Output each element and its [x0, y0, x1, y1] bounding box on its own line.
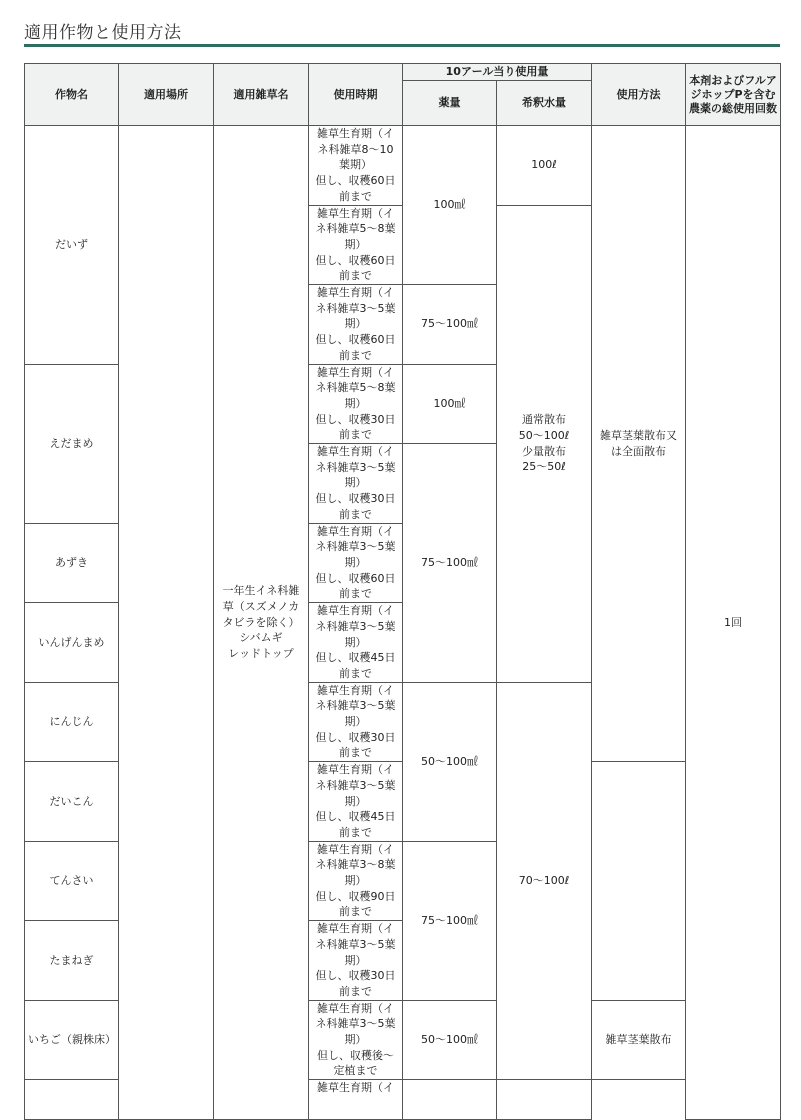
crop-cell: だいず [25, 126, 119, 365]
timing-line: ネ科雑草3～5葉 [315, 540, 396, 554]
timing-line: 前まで [339, 825, 372, 839]
timing-cell [309, 1080, 403, 1120]
timing-line: ネ科雑草5～8葉 [315, 222, 396, 236]
header-method: 使用方法 [592, 64, 686, 126]
water-line: 25～50ℓ [522, 460, 566, 474]
crop-cell [25, 1080, 119, 1120]
timing-line: 但し、収穫60日 [315, 571, 396, 585]
water-line: 少量散布 [522, 444, 566, 458]
timing-line: 雑草生育期（イ [317, 1081, 394, 1095]
amount-cell: 75～100㎖ [403, 841, 497, 1000]
header-total-uses: 本剤およびフルアジホップPを含む農薬の総使用回数 [686, 64, 781, 126]
timing-line: ネ科雑草5～8葉 [315, 381, 396, 395]
amount-cell: 75～100㎖ [403, 285, 497, 365]
timing-line: 雑草生育期（イ [317, 524, 394, 538]
timing-line: 期） [344, 476, 367, 490]
timing-line: 雑草生育期（イ [317, 842, 394, 856]
weeds-line: 一年生イネ科雑 [222, 584, 300, 598]
amount-cell: 100㎖ [403, 126, 497, 285]
timing-line: 期） [344, 396, 367, 410]
timing-cell [309, 126, 403, 206]
timing-line: 前まで [339, 905, 372, 919]
timing-cell [309, 205, 403, 285]
timing-line: ネ科雑草3～5葉 [315, 460, 396, 474]
timing-line: 前まで [339, 189, 372, 203]
timing-line: ネ科雑草3～5葉 [315, 699, 396, 713]
usage-table [24, 63, 781, 1120]
timing-cell [309, 603, 403, 683]
crop-cell: たまねぎ [25, 921, 119, 1001]
weeds-cell [214, 126, 309, 1120]
timing-cell [309, 841, 403, 921]
header-place: 適用場所 [119, 64, 214, 126]
amount-cell: 75～100㎖ [403, 444, 497, 683]
header-chemical-amount: 薬量 [403, 81, 497, 126]
timing-line: 前まで [339, 587, 372, 601]
amount-cell: 100㎖ [403, 364, 497, 444]
timing-line: 雑草生育期（イ [317, 1001, 394, 1015]
timing-line: 期） [344, 1033, 367, 1047]
place-cell [119, 126, 214, 1120]
water-cell: 70～100ℓ [497, 682, 592, 1080]
amount-cell: 50～100㎖ [403, 682, 497, 841]
timing-line: 但し、収穫60日 [315, 333, 396, 347]
timing-line: ネ科雑草8～10 [317, 142, 394, 156]
header-crop: 作物名 [25, 64, 119, 126]
amount-cell: 50～100㎖ [403, 1000, 497, 1080]
timing-line: 定植まで [333, 1064, 378, 1078]
timing-line: ネ科雑草3～5葉 [315, 301, 396, 315]
timing-line: 雑草生育期（イ [317, 127, 394, 140]
header-weeds: 適用雑草名 [214, 64, 309, 126]
timing-line: 但し、収穫30日 [315, 492, 396, 506]
timing-line: 期） [344, 953, 367, 967]
timing-line: 期） [344, 715, 367, 729]
timing-line: 前まで [339, 348, 372, 362]
timing-line: 雑草生育期（イ [317, 206, 394, 220]
timing-line: 雑草生育期（イ [317, 286, 394, 300]
crop-cell: えだまめ [25, 364, 119, 523]
timing-line: 但し、収穫30日 [315, 412, 396, 426]
timing-line: 但し、収穫45日 [315, 810, 396, 824]
timing-line: 期） [344, 635, 367, 649]
timing-cell [309, 682, 403, 762]
crop-cell: てんさい [25, 841, 119, 921]
header-dilution-water: 希釈水量 [497, 81, 592, 126]
crop-cell: いちご（親株床） [25, 1000, 119, 1080]
timing-line: 雑草生育期（イ [317, 604, 394, 618]
amount-cell [403, 1080, 497, 1120]
timing-cell [309, 444, 403, 524]
timing-line: 但し、収穫60日 [315, 174, 396, 188]
timing-line: 但し、収穫30日 [315, 730, 396, 744]
timing-cell [309, 921, 403, 1001]
title-rule [24, 44, 780, 47]
timing-cell [309, 523, 403, 603]
timing-line: 雑草生育期（イ [317, 922, 394, 936]
timing-line: 但し、収穫60日 [315, 253, 396, 267]
weeds-line: シバムギ [239, 631, 283, 645]
timing-line: 雑草生育期（イ [317, 683, 394, 697]
timing-line: ネ科雑草3～5葉 [315, 778, 396, 792]
timing-line: ネ科雑草3～5葉 [315, 937, 396, 951]
crop-cell: だいこん [25, 762, 119, 842]
timing-line: 但し、収穫後～ [317, 1048, 394, 1062]
method-line: は全面散布 [611, 444, 667, 458]
timing-line: ネ科雑草3～8葉 [315, 858, 396, 872]
timing-cell [309, 1000, 403, 1080]
timing-cell [309, 285, 403, 365]
timing-line: ネ科雑草3～5葉 [315, 1017, 396, 1031]
water-line: 50～100ℓ [518, 428, 570, 442]
timing-line: 但し、収穫90日 [315, 889, 396, 903]
timing-line: 雑草生育期（イ [317, 445, 394, 459]
crop-cell: あずき [25, 523, 119, 603]
timing-cell [309, 762, 403, 842]
water-line: 通常散布 [522, 413, 566, 427]
timing-line: 期） [344, 874, 367, 888]
timing-line: 前まで [339, 428, 372, 442]
timing-line: 期） [344, 794, 367, 808]
timing-line: 但し、収穫30日 [315, 969, 396, 983]
timing-line: 前まで [339, 666, 372, 680]
timing-line: 期） [344, 237, 367, 251]
timing-line: 前まで [339, 746, 372, 760]
timing-line: 前まで [339, 984, 372, 998]
timing-cell [309, 364, 403, 444]
header-per10a: 10アール当り使用量 [403, 64, 592, 81]
timing-line: 期） [344, 555, 367, 569]
weeds-line: 草（スズメノカ [222, 600, 300, 614]
method-cell [497, 1080, 592, 1120]
weeds-line: レッドトップ [228, 647, 294, 661]
page-title: 適用作物と使用方法 [24, 23, 182, 43]
timing-line: 前まで [339, 269, 372, 283]
crop-cell: にんじん [25, 682, 119, 762]
timing-line: 期） [344, 317, 367, 331]
weeds-line: タビラを除く） [222, 615, 300, 629]
timing-line: 雑草生育期（イ [317, 763, 394, 777]
timing-line: 雑草生育期（イ [317, 365, 394, 379]
total-uses-cell: 1回 [686, 126, 781, 1120]
timing-line: 前まで [339, 507, 372, 521]
crop-cell: いんげんまめ [25, 603, 119, 683]
timing-line: 但し、収穫45日 [315, 651, 396, 665]
water-cell: 100ℓ [497, 126, 592, 206]
timing-line: ネ科雑草3～5葉 [315, 619, 396, 633]
method-cell [592, 762, 686, 1001]
method-cell: 雑草茎葉散布 [592, 1000, 686, 1080]
water-cell [497, 205, 592, 682]
header-timing: 使用時期 [309, 64, 403, 126]
method-cell [592, 126, 686, 762]
method-line: 雑草茎葉散布又 [600, 428, 678, 442]
timing-line: 葉期） [339, 158, 372, 172]
